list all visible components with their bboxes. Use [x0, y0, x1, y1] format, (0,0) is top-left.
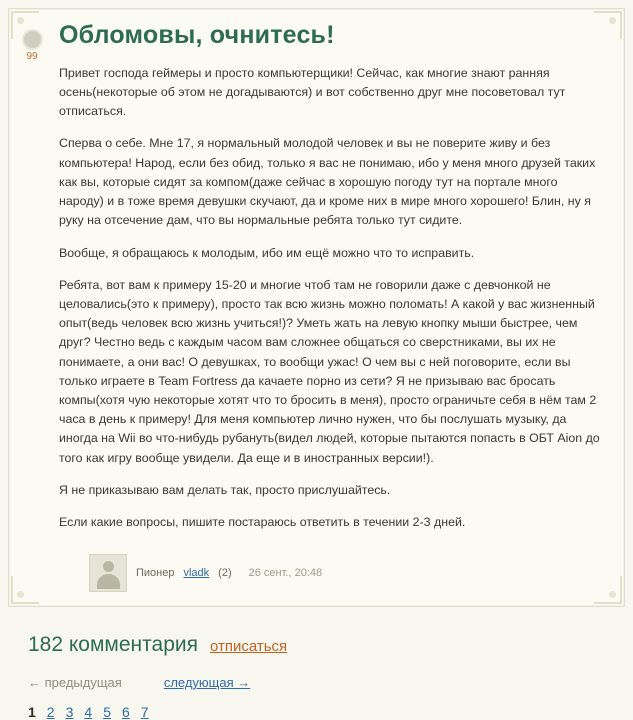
author-role: Пионер: [136, 567, 175, 580]
post-paragraph: Вообще, я обращаюсь к молодым, ибо им ещё можно что то исправить.: [59, 245, 475, 260]
post-paragraph: Если какие вопросы, пишите постараюсь ответить в течении 2-3 дней.: [59, 515, 466, 530]
post-author-row: [89, 554, 604, 592]
author-name-link[interactable]: vladk: [183, 567, 210, 580]
ornament-corner-bottom-left: [11, 576, 39, 604]
pager-page-4[interactable]: 4: [84, 704, 93, 720]
comments-header: [28, 633, 633, 657]
pager-nav: [28, 675, 633, 690]
post-panel: [8, 8, 625, 607]
author-karma: (2): [218, 567, 232, 580]
page-title: Обломовы, очнитесь!: [59, 21, 335, 49]
comments-section: [28, 633, 633, 720]
post-body: [59, 64, 600, 533]
avatar[interactable]: [89, 554, 127, 592]
pager-page-6[interactable]: 6: [121, 704, 130, 720]
post-paragraph: Привет господа геймеры и просто компьютерщики! Сейчас, как многие знают ранняя осень(некоторые об этом не догадываются) и вот собственно друг мне посоветовал тут отписаться.: [59, 65, 566, 119]
pager-next-link[interactable]: следующая →: [163, 675, 251, 691]
page-root: [0, 8, 633, 720]
post-paragraph: Я не приказываю вам делать так, просто прислушайтесь.: [59, 482, 391, 497]
pager-page-3[interactable]: 3: [65, 704, 74, 720]
pager-prev-link: ← предыдущая: [28, 675, 122, 691]
post-paragraph: Ребята, вот вам к примеру 15-20 и многие чтоб там не говорили даже с девчонкой не целовались(это к примеру), просто так всю жизнь можно поломать! А какой у вас жизненный опыт(ведь человек всю жизнь учиться!)? Уметь жать на левую кнопку мыши быстрее, чем друг? Честно ведь с каждым часом вам сложнее общаться со сверстниками, вы их не понимаете, а они вас! О девушках, то вообщи ужас! О чем вы с ней поговорите, если вы только играете в Team Fortress да качаете порно из сети? Я не призываю вас бросать компы(хотя чую некоторые хотят что то бросить в меня), просто ограничьте себя в нём там 2 часа в день к примеру! Для меня компьютер лично нужен, что бы послушать музыку, да иногда на Wii во что-нибудь рубануть(видел людей, которые пытаются попасть в ОБТ Aion до того как игру вообще увидели. Да еще и в иностранных версии!).: [59, 277, 600, 465]
pager-page-1: 1: [28, 704, 36, 720]
unsubscribe-link[interactable]: отписаться: [209, 638, 288, 656]
pager-page-2[interactable]: 2: [46, 704, 55, 720]
comments-count: 182 комментария: [28, 633, 198, 657]
pager-page-7[interactable]: 7: [140, 704, 149, 720]
post-date: 26 сент., 20:48: [248, 567, 323, 580]
post-paragraph: Сперва о себе. Мне 17, я нормальный молодой человек и вы не поверите живу и без компьютера! Народ, если без обид, только я вас не понимаю, ибо у меня много друзей таких как вы, которые сидят за компом(даже сейчас в хорошую погоду тут на портале много народу) и в тоже время девушки скучают, да и кроме них в мире много хорошего! Блин, ну я руку на отсечение дам, что вы нормальные ребята только тут сидите.: [59, 136, 596, 228]
comment-bubble-icon: [24, 31, 41, 48]
pager-pages: [28, 704, 633, 720]
pager-page-5[interactable]: 5: [103, 704, 111, 720]
post-rating-count: 99: [26, 51, 38, 62]
post-rating: [15, 31, 49, 62]
